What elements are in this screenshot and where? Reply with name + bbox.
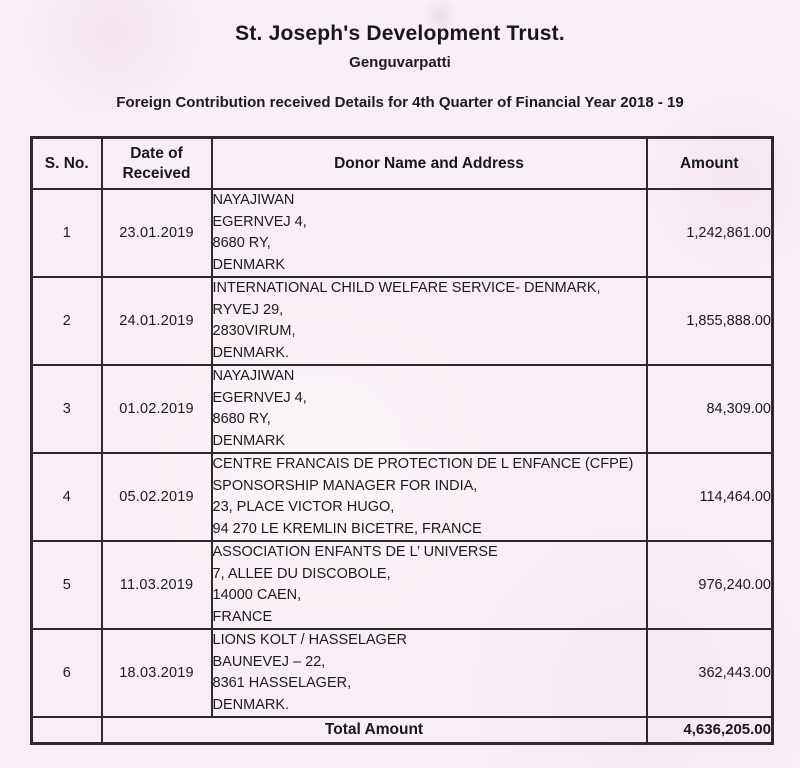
total-label: Total Amount: [102, 717, 647, 743]
row-donor-name-address: [212, 541, 647, 629]
row-donor-name-address: [212, 629, 647, 717]
donor-address-line: FRANCE: [212, 608, 273, 625]
row-date-received: 23.01.2019: [102, 189, 212, 277]
report-title: Foreign Contribution received Details for 4th Quarter of Financial Year 2018 - 19: [116, 94, 684, 111]
donor-address-line: 7, ALLEE DU DISCOBOLE,: [212, 565, 391, 582]
donor-address-line: BAUNEVEJ – 22,: [212, 653, 326, 670]
row-serial-number: 2: [32, 277, 102, 365]
header-donor-name-and-address: Donor Name and Address: [212, 138, 647, 190]
donor-address-line: DENMARK: [212, 256, 286, 273]
row-donor-name-address: [212, 365, 647, 453]
row-amount: 84,309.00: [647, 365, 773, 453]
donor-address-line: RYVEJ 29,: [212, 301, 284, 318]
row-serial-number: 1: [32, 189, 102, 277]
table-body: [32, 189, 773, 717]
donor-address-line: 23, PLACE VICTOR HUGO,: [212, 499, 395, 515]
donor-address-line: 8680 RY,: [212, 411, 271, 427]
row-date-received: 11.03.2019: [102, 541, 212, 629]
donor-address-line: EGERNVEJ 4,: [212, 389, 307, 406]
total-row: [32, 717, 773, 743]
table-row: [32, 277, 773, 365]
donor-address-line: EGERNVEJ 4,: [212, 213, 307, 230]
donor-address-line: NAYAJIWAN: [212, 192, 295, 208]
donor-address-line: ASSOCIATION ENFANTS DE L’ UNIVERSE: [212, 544, 498, 560]
row-amount: 1,855,888.00: [647, 277, 773, 365]
donor-address-line: INTERNATIONAL CHILD WELFARE SERVICE- DENMARK,: [212, 280, 601, 296]
table-row: [32, 189, 773, 277]
row-donor-name-address: [212, 277, 647, 365]
row-date-received: 24.01.2019: [102, 277, 212, 365]
total-empty-cell: [32, 717, 102, 743]
donor-address-line: CENTRE FRANCAIS DE PROTECTION DE L ENFANCE (CFPE): [212, 456, 634, 472]
donor-address-line: NAYAJIWAN: [212, 368, 295, 384]
row-serial-number: 5: [32, 541, 102, 629]
donor-address-line: SPONSORSHIP MANAGER FOR INDIA,: [212, 477, 478, 494]
table-row: [32, 453, 773, 541]
row-serial-number: 4: [32, 453, 102, 541]
row-date-received: 05.02.2019: [102, 453, 212, 541]
page-subtitle: Genguvarpatti: [349, 54, 451, 71]
contributions-table: [30, 136, 774, 745]
header-date-of-received-label: Date of Received: [122, 144, 191, 182]
row-serial-number: 6: [32, 629, 102, 717]
row-amount: 362,443.00: [647, 629, 773, 717]
table-row: [32, 365, 773, 453]
donor-address-line: DENMARK.: [212, 696, 290, 713]
donor-address-line: DENMARK: [212, 432, 286, 449]
page-title: St. Joseph's Development Trust.: [235, 22, 565, 45]
row-amount: 114,464.00: [647, 453, 773, 541]
donor-address-line: LIONS KOLT / HASSELAGER: [212, 632, 407, 648]
row-donor-name-address: [212, 453, 647, 541]
row-serial-number: 3: [32, 365, 102, 453]
row-amount: 1,242,861.00: [647, 189, 773, 277]
row-date-received: 01.02.2019: [102, 365, 212, 453]
table-row: [32, 629, 773, 717]
total-amount-value: 4,636,205.00: [647, 717, 773, 743]
table-row: [32, 541, 773, 629]
document-header: [0, 22, 800, 71]
row-donor-name-address: [212, 189, 647, 277]
row-amount: 976,240.00: [647, 541, 773, 629]
header-amount: Amount: [647, 138, 773, 190]
table-header-row: [32, 138, 773, 190]
donor-address-line: DENMARK.: [212, 344, 290, 361]
donor-address-line: 2830VIRUM,: [212, 323, 296, 339]
donor-address-line: 14000 CAEN,: [212, 587, 302, 603]
donor-address-line: 8680 RY,: [212, 235, 271, 251]
header-s-no: S. No.: [32, 138, 102, 190]
row-date-received: 18.03.2019: [102, 629, 212, 717]
donor-address-line: 94 270 LE KREMLIN BICETRE, FRANCE: [212, 520, 482, 537]
donor-address-line: 8361 HASSELAGER,: [212, 675, 352, 691]
header-date-of-received: [102, 138, 212, 190]
